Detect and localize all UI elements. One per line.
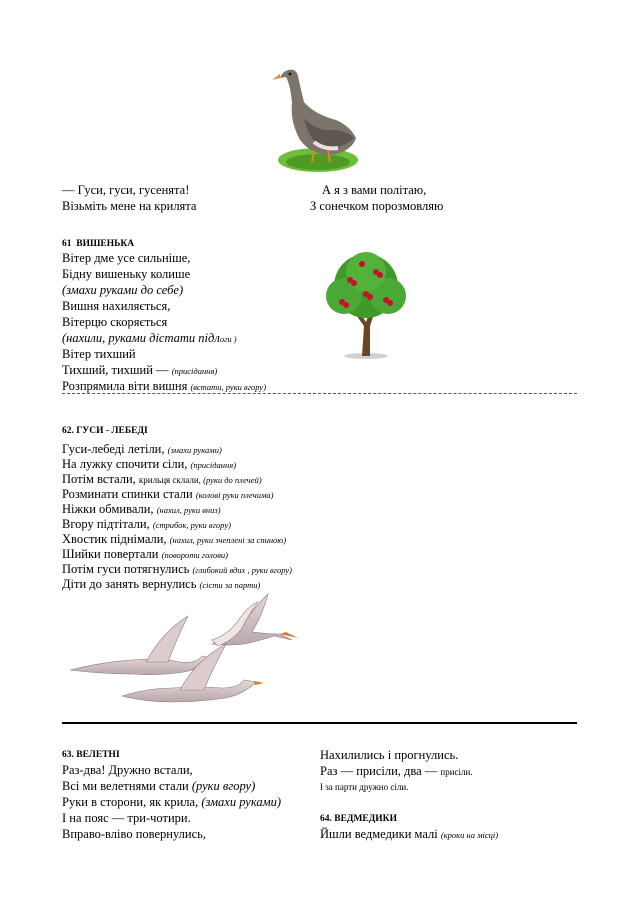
poem-line: Ніжки обмивали, (нахил, руки вниз) bbox=[62, 502, 221, 516]
poem-line: Вітерцю скоряється bbox=[62, 315, 168, 329]
poem-line: Раз — присіли, два — присіли. bbox=[320, 764, 473, 778]
poem-line: Всі ми велетнями стали (руки вгору) bbox=[62, 779, 256, 793]
poem-line: А я з вами політаю, bbox=[322, 183, 427, 197]
poem-line: Розпрямила віти вишня (встати, руки вгору) bbox=[62, 379, 267, 393]
poem-line: Бідну вишеньку колише bbox=[62, 267, 191, 281]
poem-line: Візьміть мене на крилята bbox=[62, 199, 197, 213]
poem-line: Вишня нахиляється, bbox=[62, 299, 171, 313]
poem-line: Нахилились і прогнулись. bbox=[320, 748, 459, 762]
poem-line: Руки в сторони, як крила, (змахи руками) bbox=[62, 795, 282, 809]
poem-line: Розминати спинки стали (колові руки плечима) bbox=[62, 487, 274, 501]
poem-line: — Гуси, гуси, гусенята! bbox=[62, 183, 190, 197]
poem-line: Раз-два! Дружно встали, bbox=[62, 763, 193, 777]
poem-line: На лужку спочити сіли, (присідання) bbox=[62, 457, 237, 471]
section-divider bbox=[62, 393, 577, 394]
goose-illustration bbox=[270, 62, 370, 174]
poem-line: Гуси-лебеді летіли, (змахи руками) bbox=[62, 442, 222, 456]
poem-line: Хвостик піднімали, (нахил, руки зчеплені за спиною) bbox=[62, 532, 287, 546]
section-title-64: 64. ВЕДМЕДИКИ bbox=[320, 814, 397, 824]
poem-line: Йшли ведмедики малі (кроки на місці) bbox=[320, 827, 499, 841]
poem-line: Тихший, тихший — (присідання) bbox=[62, 363, 218, 377]
poem-line: Вгору підтітали, (стрибок, руки вгору) bbox=[62, 517, 231, 531]
poem-line: Потім встали, крильця склали, (руки до плечей) bbox=[62, 472, 262, 486]
poem-instruction: (змахи руками до себе) bbox=[62, 283, 184, 297]
poem-line: Потім гуси потягнулись (глибокий вдих , руки вгору) bbox=[62, 562, 292, 576]
section-title-61: 61 ВИШЕНЬКА bbox=[62, 239, 135, 249]
poem-line: Вітер тихший bbox=[62, 347, 136, 361]
poem-line: З сонечком порозмовляю bbox=[310, 199, 444, 213]
section-title-62: 62. ГУСИ - ЛЕБЕДІ bbox=[62, 426, 148, 436]
section-divider bbox=[62, 722, 577, 724]
poem-line: Вправо-вліво повернулись, bbox=[62, 827, 206, 841]
poem-line: Діти до занять вернулись (сісти за парти) bbox=[62, 577, 261, 591]
poem-line: Шийки повертали (повороти голови) bbox=[62, 547, 228, 561]
poem-instruction: (нахили, руками дістати підлоги ) bbox=[62, 331, 237, 345]
poem-line: І на пояс — три-чотири. bbox=[62, 811, 191, 825]
flying-swans-illustration bbox=[62, 592, 307, 717]
section-title-63: 63. ВЕЛЕТНІ bbox=[62, 750, 120, 760]
cherry-tree-illustration bbox=[320, 250, 412, 362]
poem-line: Вітер дме усе сильніше, bbox=[62, 251, 191, 265]
poem-line: І за парти дружно сіли. bbox=[320, 782, 409, 792]
